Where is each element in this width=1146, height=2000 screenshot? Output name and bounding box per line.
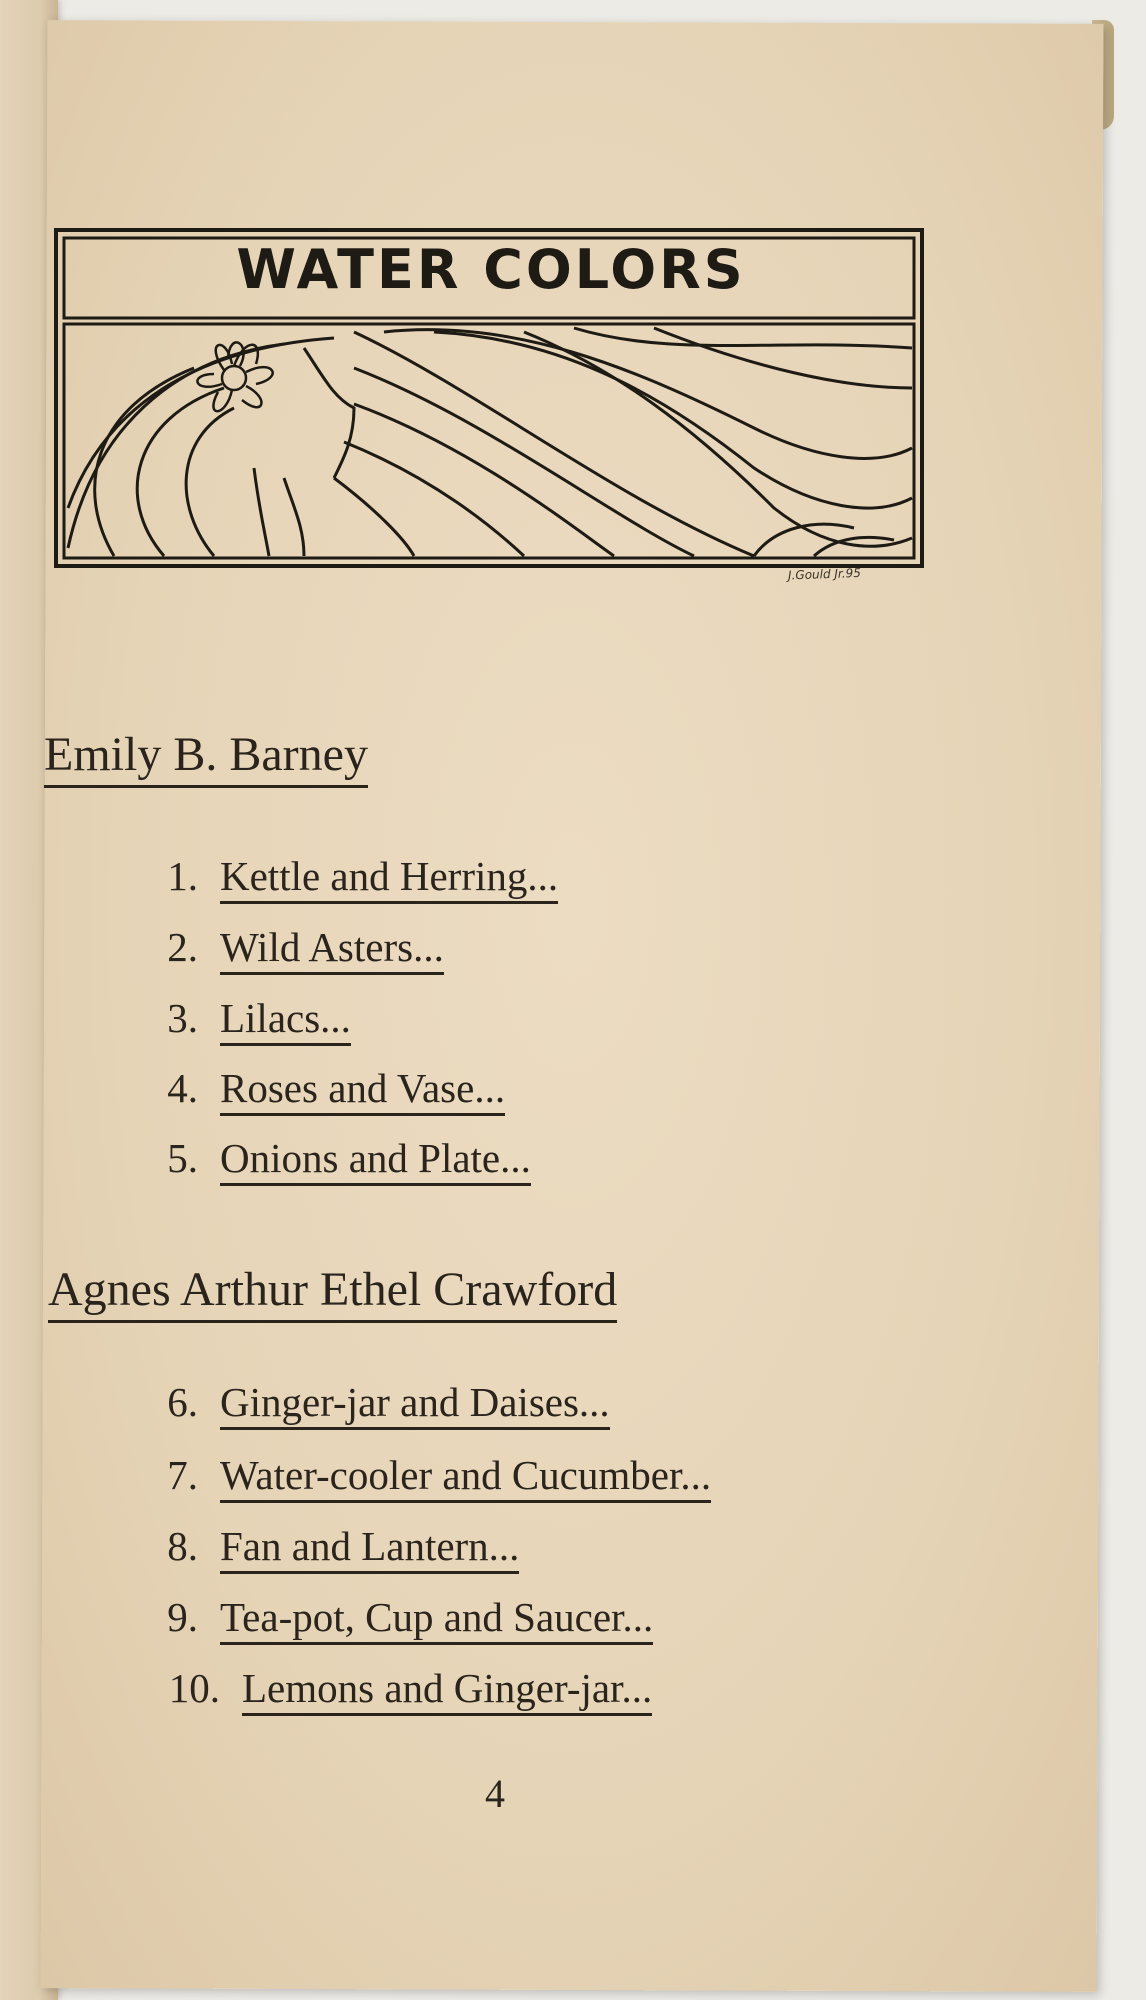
artwork-title: Kettle and Herring... — [220, 853, 558, 904]
artwork-title: Tea-pot, Cup and Saucer... — [220, 1594, 653, 1645]
item-number: 6. — [167, 1379, 198, 1425]
artwork-title: Wild Asters... — [220, 924, 444, 975]
list-item — [150, 1377, 610, 1427]
list-item — [150, 922, 444, 972]
artist-name: Agnes Arthur Ethel Crawford — [48, 1262, 617, 1323]
artist-name: Emily B. Barney — [44, 727, 368, 788]
artwork-title: Ginger-jar and Daises... — [220, 1379, 610, 1430]
list-item — [150, 851, 558, 901]
list-item — [150, 1521, 519, 1571]
list-item — [150, 993, 351, 1043]
artwork-title: Fan and Lantern... — [220, 1523, 519, 1574]
artist-signature: J.Gould Jr.95 — [787, 565, 862, 583]
artwork-title: Lemons and Ginger-jar... — [242, 1665, 652, 1716]
list-item — [150, 1592, 653, 1642]
item-number: 4. — [167, 1065, 198, 1111]
artwork-title: Onions and Plate... — [220, 1135, 531, 1186]
list-item — [150, 1450, 711, 1500]
artwork-title: Lilacs... — [220, 995, 351, 1046]
item-number: 5. — [167, 1135, 198, 1181]
list-item — [150, 1133, 531, 1183]
item-number: 9. — [167, 1594, 198, 1640]
item-number: 10. — [168, 1665, 220, 1711]
list-item — [150, 1663, 652, 1713]
page-number: 4 — [485, 1771, 505, 1816]
item-number: 7. — [167, 1452, 198, 1498]
list-item — [150, 1063, 505, 1113]
artwork-title: Roses and Vase... — [220, 1065, 505, 1116]
artwork-title: Water-cooler and Cucumber... — [220, 1452, 711, 1503]
section-heading: WATER COLORS — [236, 238, 746, 301]
item-number: 1. — [167, 853, 198, 899]
item-number: 8. — [167, 1523, 198, 1569]
item-number: 3. — [167, 995, 198, 1041]
item-number: 2. — [167, 924, 198, 970]
